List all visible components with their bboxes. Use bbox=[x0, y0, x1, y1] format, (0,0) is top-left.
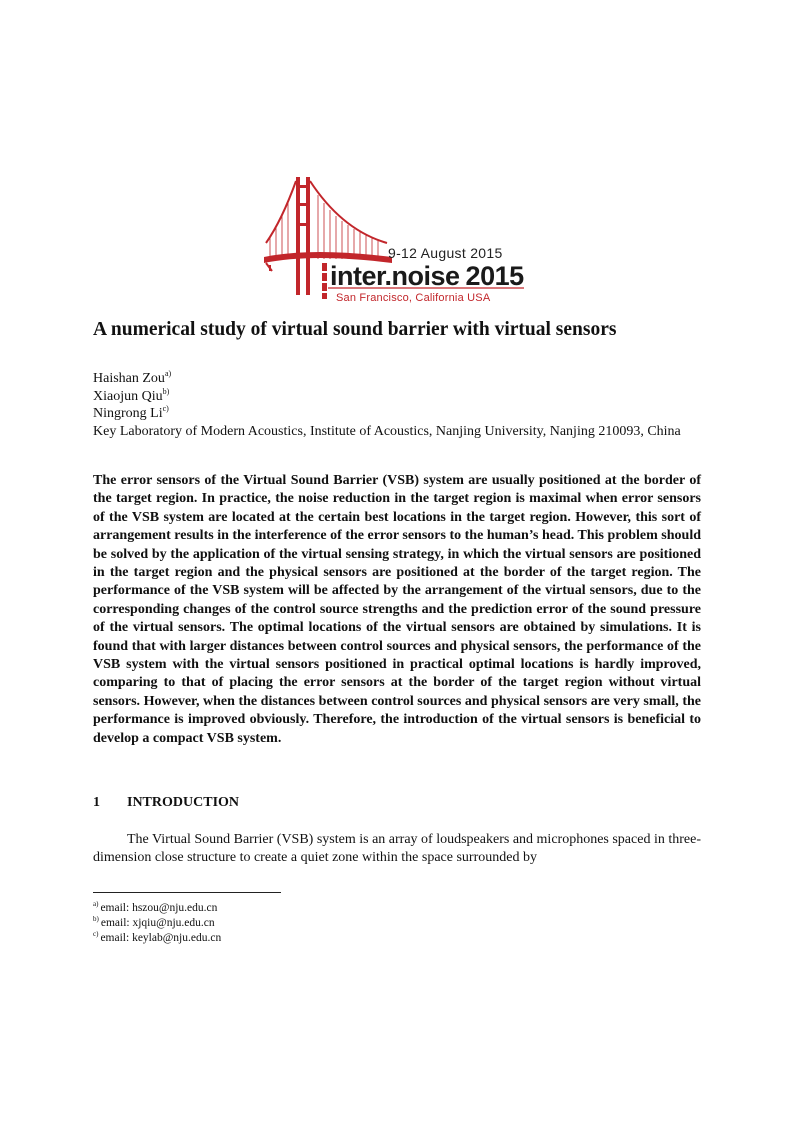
author-mark: b) bbox=[162, 386, 170, 396]
conference-date: 9-12 August 2015 bbox=[388, 245, 503, 261]
affiliation: Key Laboratory of Modern Acoustics, Institute of Acoustics, Nanjing University, Nanjing 210093, China bbox=[93, 423, 681, 439]
footnote-text: email: xjqiu@nju.edu.cn bbox=[100, 917, 215, 929]
author bbox=[93, 388, 701, 406]
paper-title: A numerical study of virtual sound barrier with virtual sensors bbox=[93, 319, 617, 340]
footnote-divider bbox=[93, 892, 281, 893]
intro-paragraph: The Virtual Sound Barrier (VSB) system is an array of loudspeakers and microphones spaced in three-dimension close structure to create a quiet zone within the space surrounded by bbox=[93, 832, 701, 866]
footnote bbox=[93, 916, 221, 931]
footnote-mark: c) bbox=[93, 930, 99, 938]
footnote-text: email: keylab@nju.edu.cn bbox=[100, 932, 222, 944]
abstract: The error sensors of the Virtual Sound Barrier (VSB) system are usually positioned at the border of the target region. In practice, the noise reduction in the target region is maximal when error sensors of the VSB system are located at the certain best locations in the target region. However, this sort of arrangement results in the interference of the error sensors to the human’s head. This problem should be solved by the application of the virtual sensing strategy, in which the virtual sensors are positioned in the target region and the physical sensors are positioned at the border of the target region. The performance of the VSB system will be affected by the arrangement of the virtual sensors, due to the corresponding changes of the control source strengths and the prediction error of the sound pressure of the virtual sensors. The optimal locations of the virtual sensors are obtained by simulations. It is found that with larger distances between control sources and physical sensors, the performance of the VSB system with the virtual sensors positioned in practical optimal locations is hardly improved, comparing to that of placing the error sensors at the border of the target region without virtual sensors. However, when the distances between control sources and physical sensors are very small, the performance is improved obviously. Therefore, the introduction of the virtual sensors is beneficial to develop a compact VSB system. bbox=[93, 473, 701, 746]
author-mark: a) bbox=[164, 369, 172, 378]
conference-location: San Francisco, California USA bbox=[336, 292, 491, 304]
conference-logo bbox=[262, 175, 542, 305]
footnote bbox=[93, 901, 221, 916]
author bbox=[93, 370, 701, 388]
brand-year: 2015 bbox=[465, 261, 524, 291]
author-name: Ningrong Li bbox=[93, 406, 163, 421]
author-name: Haishan Zou bbox=[93, 371, 165, 386]
author-block bbox=[93, 370, 701, 440]
footnotes bbox=[93, 901, 221, 946]
footnote-mark: a) bbox=[93, 900, 99, 908]
author bbox=[93, 405, 701, 423]
section-heading bbox=[93, 795, 239, 811]
brand-name: inter.noise bbox=[330, 261, 460, 291]
section-number: 1 bbox=[93, 795, 100, 810]
author-mark: c) bbox=[162, 404, 169, 413]
footnote-mark: b) bbox=[93, 915, 99, 923]
footnote bbox=[93, 931, 221, 946]
conference-brand bbox=[330, 261, 524, 292]
footnote-text: email: hszou@nju.edu.cn bbox=[100, 902, 218, 914]
author-name: Xiaojun Qiu bbox=[93, 388, 163, 404]
section-title: INTRODUCTION bbox=[127, 795, 240, 810]
